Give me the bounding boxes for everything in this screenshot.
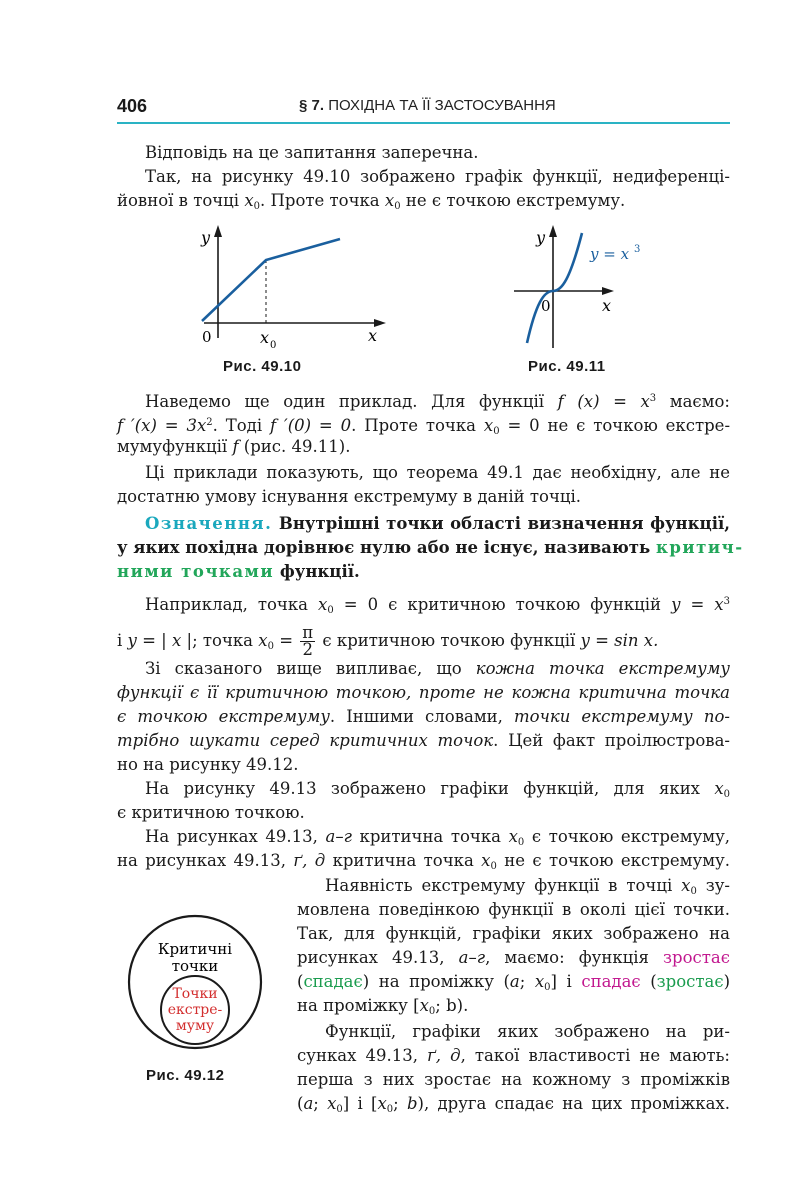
text-line: йовної в точці $x_0$. Проте точка $x_0$ не є точкою екстремуму. xyxy=(117,191,626,212)
pi-over-2: $\frac{\pi}{2}$ xyxy=(302,623,314,659)
text-line: Ці приклади показують, що теорема 49.1 дає необхідну, але не xyxy=(145,463,730,482)
text-line: рисунках 49.13, а–г, маємо: функція зростає xyxy=(297,948,730,967)
x0-sub: 0 xyxy=(270,340,277,351)
caption-49-11: Рис. 49.11 xyxy=(528,358,606,375)
figure-49-12 xyxy=(125,912,265,1052)
text-line: Так, для функцій, графіки яких зображено на xyxy=(297,924,730,943)
y-label: y xyxy=(201,228,211,247)
figure-49-11 xyxy=(510,223,660,353)
text-line: (a; $x_0$] і [$x_0$; b), друга спадає на цих проміжках. xyxy=(297,1094,730,1115)
text-line: но на рисунку 49.12. xyxy=(117,755,299,774)
x-label: x xyxy=(602,296,612,315)
cubic-curve xyxy=(527,233,582,343)
caption-49-12: Рис. 49.12 xyxy=(146,1067,225,1084)
running-title: § 7. ПОХІДНА ТА ЇЇ ЗАСТОСУВАННЯ xyxy=(299,97,556,114)
text-line: достатню умову існування екстремуму в даній точці. xyxy=(117,487,582,506)
word-increases: зростає xyxy=(656,972,724,991)
outer-label-line1: Критичні xyxy=(157,940,233,958)
word-increases: зростає xyxy=(663,948,730,967)
text-line: Так, на рисунку 49.10 зображено графік функції, недиференці- xyxy=(145,167,730,186)
text-line: на проміжку [$x_0$; b). xyxy=(297,996,469,1017)
figure-49-10 xyxy=(190,223,395,353)
page-number: 406 xyxy=(117,96,148,116)
text-line: на рисунках 49.13, ґ, д критична точка $x_0$ не є точкою екстремуму. xyxy=(117,851,731,872)
text-line: є критичною точкою. xyxy=(117,803,305,822)
definition-keyword: Означення. xyxy=(145,514,273,533)
inner-label-line2: екстре- xyxy=(167,1002,223,1018)
text-line: Наявність екстремуму функції в точці $x_0$ зу- xyxy=(325,876,731,897)
text-line: Відповідь на це запитання заперечна. xyxy=(145,143,479,162)
x-axis-arrow xyxy=(602,287,614,295)
definition-line: ними точками функції. xyxy=(117,562,360,581)
text-line: Наприклад, точка $x_0 = 0$ є критичною точкою функцій $y = x^3$ xyxy=(145,595,730,616)
text-line: перша з них зростає на кожному з проміжків xyxy=(297,1070,730,1089)
y-axis-arrow xyxy=(214,225,222,237)
text-line: Зі сказаного вище випливає, що кожна точка екстремуму xyxy=(145,659,730,678)
caption-49-10: Рис. 49.10 xyxy=(223,358,302,375)
text-line: функції є її критичною точкою, проте не кожна критична точка xyxy=(117,683,730,702)
outer-label-line2: точки xyxy=(171,957,219,975)
term-critical-points: ними точками xyxy=(117,562,275,581)
y-label: y xyxy=(536,228,546,247)
definition-line: Означення. Внутрішні точки області визначення функції, xyxy=(145,514,730,533)
curve-label-exponent: 3 xyxy=(634,244,641,255)
term-critical: критич- xyxy=(655,538,744,557)
text-line: сунках 49.13, ґ, д, такої властивості не мають: xyxy=(297,1046,730,1065)
origin-label: 0 xyxy=(202,328,212,346)
text-line: є точкою екстремуму. Іншими словами, точки екстремуму по- xyxy=(117,707,730,726)
text-line: Наведемо ще один приклад. Для функції f $(x) = x^3$ маємо: xyxy=(145,392,730,411)
text-line: мумуфункції f (рис. 49.11). xyxy=(117,437,351,456)
text-line: мовлена поведінкою функції в околі цієї точки. xyxy=(297,900,730,919)
x-label: x xyxy=(368,326,378,345)
curve-label: y = x xyxy=(590,245,630,263)
text-line: (спадає) на проміжку (a; $x_0$] і спадає (зростає) xyxy=(297,972,731,993)
text-line: На рисунках 49.13, а–г критична точка $x_0$ є точкою екстремуму, xyxy=(145,827,731,848)
page-header xyxy=(117,96,730,124)
definition-line: у яких похідна дорівнює нулю або не існує, називають критич- xyxy=(117,538,744,557)
inner-label-line1: Точки xyxy=(172,986,218,1002)
y-axis-arrow xyxy=(549,225,557,237)
text-line: f $'(x) = 3x^2$. Тоді f ′(0) = 0. Проте точка $x_0 = 0$ не є точкою екстре- xyxy=(117,416,731,437)
text-line: Функції, графіки яких зображено на ри- xyxy=(325,1022,730,1041)
origin-label: 0 xyxy=(541,297,551,315)
text-line: На рисунку 49.13 зображено графіки функцій, для яких $x_0$ xyxy=(145,779,730,800)
word-decreases: спадає xyxy=(581,972,641,991)
x0-label: x xyxy=(260,328,270,347)
text-line: і y = | x |; точка $x_0$ = $\frac{\pi}{2}$ є критичною точкою функції y = sin x. xyxy=(117,623,659,659)
function-graph xyxy=(202,239,340,321)
text-line: трібно шукати серед критичних точок. Цей факт проілюстрова- xyxy=(117,731,730,750)
word-decreases: спадає xyxy=(303,972,363,991)
inner-label-line3: муму xyxy=(175,1018,215,1034)
